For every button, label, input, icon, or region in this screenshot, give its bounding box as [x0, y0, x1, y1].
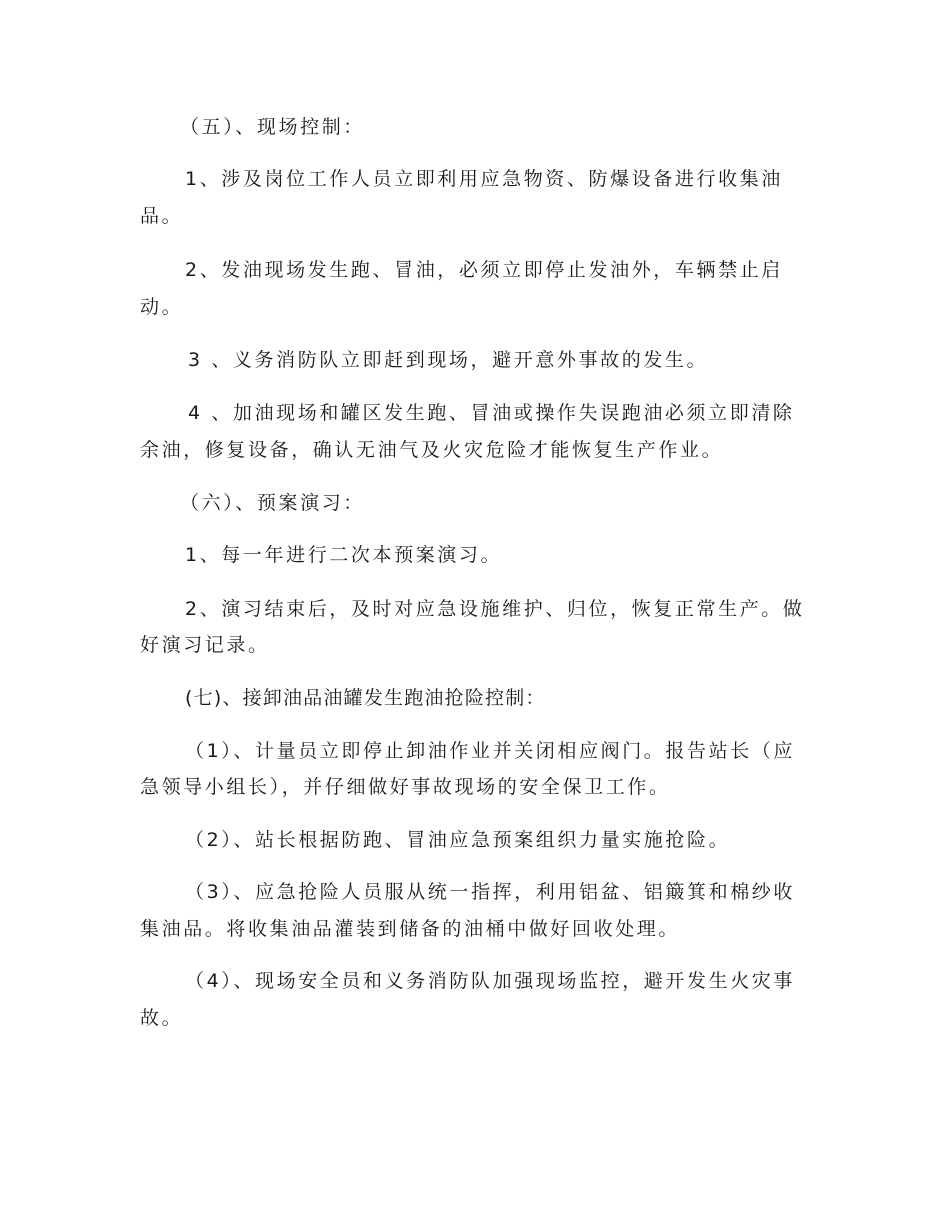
paragraph-line: 品。 [140, 205, 184, 227]
paragraph-line: 2、演习结束后，及时对应急设施维护、归位，恢复正常生产。做 [185, 598, 805, 620]
paragraph-line: 1、每一年进行二次本预案演习。 [185, 544, 503, 566]
section-heading-6: （六）、预案演习： [180, 492, 365, 514]
paragraph-line: （2）、站长根据防跑、冒油应急预案组织力量实施抢险。 [185, 829, 731, 851]
paragraph-line: 动。 [140, 296, 184, 318]
paragraph-line: 余油，修复设备，确认无油气及火灾危险才能恢复生产作业。 [140, 439, 724, 461]
section-heading-7: (七)、接卸油品油罐发生跑油抢险控制： [185, 687, 546, 709]
paragraph-line: （4）、现场安全员和义务消防队加强现场监控，避开发生火灾事 [185, 970, 795, 992]
paragraph-line: 1、涉及岗位工作人员立即利用应急物资、防爆设备进行收集油 [185, 168, 783, 190]
paragraph-line: （3）、应急抢险人员服从统一指挥，利用铝盆、铝簸箕和棉纱收 [185, 881, 795, 903]
paragraph-line: 故。 [140, 1007, 184, 1029]
paragraph-line: 好演习记录。 [140, 634, 270, 656]
paragraph-line: 4 、加油现场和罐区发生跑、冒油或操作失误跑油必须立即清除 [188, 402, 795, 424]
section-heading-5: （五）、现场控制： [180, 116, 365, 138]
paragraph-line: 集油品。将收集油品灌装到储备的油桶中做好回收处理。 [140, 918, 681, 940]
paragraph-line: 急领导小组长），并仔细做好事故现场的安全保卫工作。 [140, 776, 671, 798]
paragraph-line: （1）、计量员立即停止卸油作业并关闭相应阀门。报告站长（应 [185, 740, 795, 762]
paragraph-line: 2、发油现场发生跑、冒油，必须立即停止发油外，车辆禁止启 [185, 259, 783, 281]
paragraph-line: 3 、义务消防队立即赶到现场，避开意外事故的发生。 [188, 349, 709, 371]
